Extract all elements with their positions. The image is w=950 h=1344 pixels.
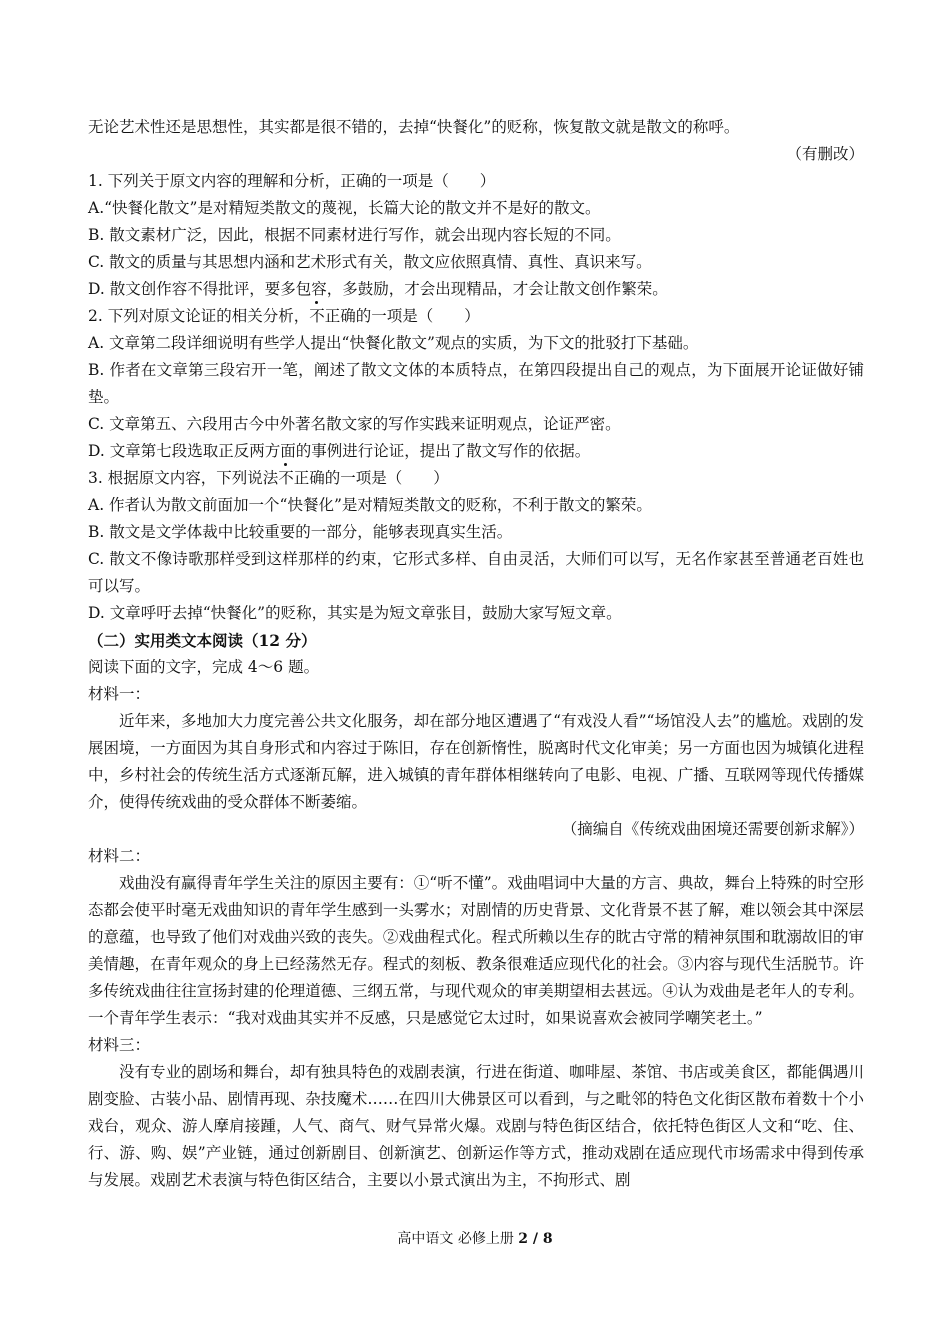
question-2-option-c: C. 文章第五、六段用古今中外著名散文家的写作实践来证明观点，论证严密。 xyxy=(88,415,621,433)
material-3-label: 材料三： xyxy=(88,1036,151,1054)
material-2-label: 材料二： xyxy=(88,847,151,865)
question-2-option-b: B. 作者在文章第三段宕开一笔，阐述了散文文体的本质特点，在第四段提出自己的观点，为下面展开论证做好铺垫。 xyxy=(88,361,864,406)
document-page xyxy=(88,114,864,1194)
emphasis-dot-not: 不 xyxy=(278,465,294,492)
question-3-option-d: D. 文章呼吁去掉“快餐化”的贬称，其实是为短文章张目，鼓励大家写短文章。 xyxy=(88,604,622,622)
material-3-text: 没有专业的剧场和舞台，却有独具特色的戏剧表演，行进在街道、咖啡屋、茶馆、书店或美食区，都能偶遇川剧变脸、古装小品、剧情再现、杂技魔术……在四川大佛景区可以看到，与之毗邻的特色文化街区散布着数十个小戏台，观众、游人摩肩接踵，人气、商气、财气异常火爆。戏剧与特色街区结合，依托特色街区人文和“吃、住、行、游、购、娱”产业链，通过创新剧目、创新演艺、创新运作等方式，推动戏剧在适应现代市场需求中得到传承与发展。戏剧艺术表演与特色街区结合，主要以小景式演出为主，不拘形式、剧 xyxy=(88,1063,864,1189)
question-1-option-a: A.“快餐化散文”是对精短类散文的蔑视，长篇大论的散文并不是好的散文。 xyxy=(88,199,601,217)
material-1-text: 近年来，多地加大力度完善公共文化服务，却在部分地区遭遇了“有戏没人看”“场馆没人去”的尴尬。戏剧的发展困境，一方面因为其自身形式和内容过于陈旧，存在创新惰性，脱离时代文化审美；另一方面也因为城镇化进程中，乡村社会的传统生活方式逐渐瓦解，进入城镇的青年群体相继转向了电影、电视、广播、互联网等现代传播媒介，使得传统戏曲的受众群体不断萎缩。 xyxy=(88,712,864,811)
question-3-stem-post: 正确的一项是（ ） xyxy=(293,469,449,487)
page-footer xyxy=(0,1229,950,1249)
question-3-option-c: C. 散文不像诗歌那样受到这样那样的约束，它形式多样、自由灵活，大师们可以写，无名作家甚至普通老百姓也可以写。 xyxy=(88,550,864,595)
material-1-label: 材料一： xyxy=(88,685,151,703)
question-3-stem-pre: 3. 根据原文内容，下列说法 xyxy=(88,469,279,487)
footer-label: 高中语文 必修上册 xyxy=(397,1231,519,1247)
question-1-option-d: D. 散文创作容不得批评，要多包容，多鼓励，才会出现精品，才会让散文创作繁荣。 xyxy=(88,280,668,298)
question-1-option-b: B. 散文素材广泛，因此，根据不同素材进行写作，就会出现内容长短的不同。 xyxy=(88,226,621,244)
material-1-source: （摘编自《传统戏曲困境还需要创新求解》） xyxy=(561,820,864,838)
question-2-option-d: D. 文章第七段选取正反两方面的事例进行论证，提出了散文写作的依据。 xyxy=(88,442,591,460)
question-2-stem-post: 正确的一项是（ ） xyxy=(324,307,480,325)
question-3-option-a: A. 作者认为散文前面加一个“快餐化”是对精短类散文的贬称，不利于散文的繁荣。 xyxy=(88,496,652,514)
question-1-option-c: C. 散文的质量与其思想内涵和艺术形式有关，散文应依照真情、真性、真识来写。 xyxy=(88,253,652,271)
question-1-stem: 1. 下列关于原文内容的理解和分析，正确的一项是（ ） xyxy=(88,172,496,190)
question-2-option-a: A. 文章第二段详细说明有些学人提出“快餐化散文”观点的实质，为下文的批驳打下基础。 xyxy=(88,334,699,352)
section-2-heading: （二）实用类文本阅读（12 分） xyxy=(88,631,317,650)
question-3-stem xyxy=(88,465,864,492)
material-2-text: 戏曲没有赢得青年学生关注的原因主要有：①“听不懂”。戏曲唱词中大量的方言、典故，舞台上特殊的时空形态都会使平时毫无戏曲知识的青年学生感到一头雾水；对剧情的历史背景、文化背景不甚了解，难以领会其中深层的意蕴，也导致了他们对戏曲兴致的丧失。②戏曲程式化。程式所赖以生存的眈古守常的精神氛围和耽溺故旧的审美情趣，在青年观众的身上已经荡然无存。程式的刻板、教条很难适应现代化的社会。③内容与现代生活脱节。许多传统戏曲往往宣扬封建的伦理道德、三纲五常，与现代观众的审美期望相去甚远。④认为戏曲是老年人的专利。一个青年学生表示：“我对戏曲其实并不反感，只是感觉它太过时，如果说喜欢会被同学嘲笑老土。” xyxy=(88,874,864,1027)
source-note: （有删改） xyxy=(786,145,864,163)
page-number: 2 / 8 xyxy=(518,1231,553,1247)
emphasis-dot-not: 不 xyxy=(309,303,325,330)
question-3-option-b: B. 散文是文学体裁中比较重要的一部分，能够表现真实生活。 xyxy=(88,523,513,541)
question-2-stem-pre: 2. 下列对原文论证的相关分析， xyxy=(88,307,310,325)
intro-line: 无论艺术性还是思想性，其实都是很不错的，去掉“快餐化”的贬称，恢复散文就是散文的称呼。 xyxy=(88,118,740,136)
question-2-stem xyxy=(88,303,864,330)
section-2-instruction: 阅读下面的文字，完成 4～6 题。 xyxy=(88,658,320,676)
